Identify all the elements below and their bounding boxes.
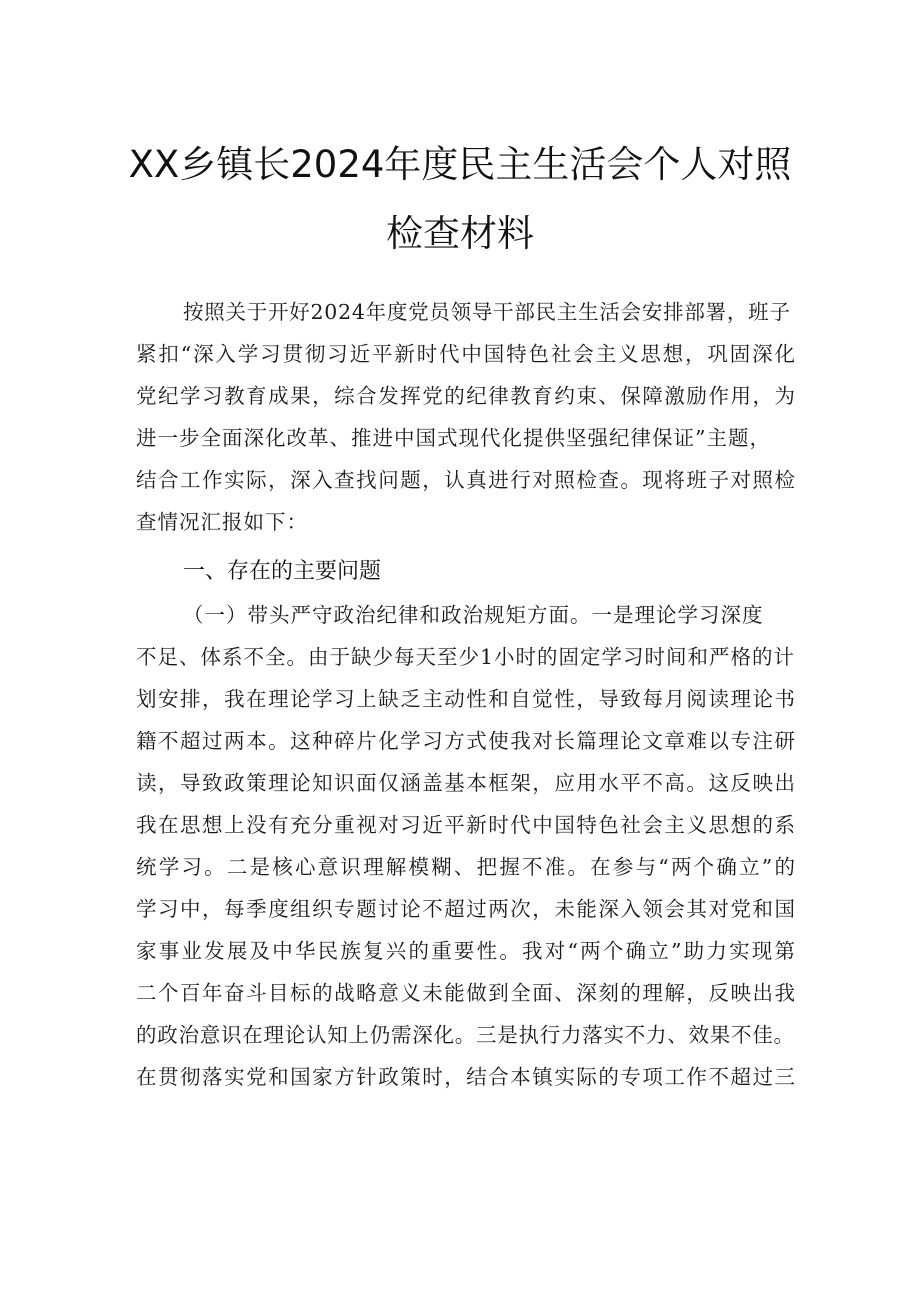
body-line: 的政治意识在理论认知上仍需深化。三是执行力落实不力、效果不佳。 [136,1023,795,1047]
body-line: 家事业发展及中华民族复兴的重要性。我对“两个确立”助力实现第 [136,939,796,963]
body-line: 读，导致政策理论知识面仅涵盖基本框架，应用水平不高。这反映出 [136,771,796,795]
body-line: 在贯彻落实党和国家方针政策时，结合本镇实际的专项工作不超过三 [136,1065,796,1089]
intro-line: 党纪学习教育成果，综合发挥党的纪律教育约束、保障激励作用，为 [136,384,796,408]
body-line: 二个百年奋斗目标的战略意义未能做到全面、深刻的理解，反映出我 [136,981,796,1005]
document-title-line-1: XX乡镇长2024年度民主生活会个人对照 [128,143,792,186]
intro-line: 进一步全面深化改革、推进中国式现代化提供坚强纪律保证”主题， [136,426,771,450]
body-line: 不足、体系不全。由于缺少每天至少1小时的固定学习时间和严格的计 [136,645,796,669]
intro-line: 查情况汇报如下： [136,510,308,534]
body-line: （一）带头严守政治纪律和政治规矩方面。一是理论学习深度 [183,603,764,627]
intro-line: 结合工作实际，深入查找问题，认真进行对照检查。现将班子对照检 [136,468,796,492]
body-line: 籍不超过两本。这种碎片化学习方式使我对长篇理论文章难以专注研 [136,729,796,753]
body-line: 学习中，每季度组织专题讨论不超过两次，未能深入领会其对党和国 [136,897,796,921]
document-title-line-2: 检查材料 [386,212,534,255]
body-line: 我在思想上没有充分重视对习近平新时代中国特色社会主义思想的系 [136,813,796,837]
section-heading: 一、存在的主要问题 [183,559,382,584]
body-line: 统学习。二是核心意识理解模糊、把握不准。在参与“两个确立”的 [136,855,796,879]
body-line: 划安排，我在理论学习上缺乏主动性和自觉性，导致每月阅读理论书 [136,687,796,711]
intro-line: 按照关于开好2024年度党员领导干部民主生活会安排部署，班子 [183,300,791,324]
intro-line: 紧扣“深入学习贯彻习近平新时代中国特色社会主义思想，巩固深化 [136,342,796,366]
